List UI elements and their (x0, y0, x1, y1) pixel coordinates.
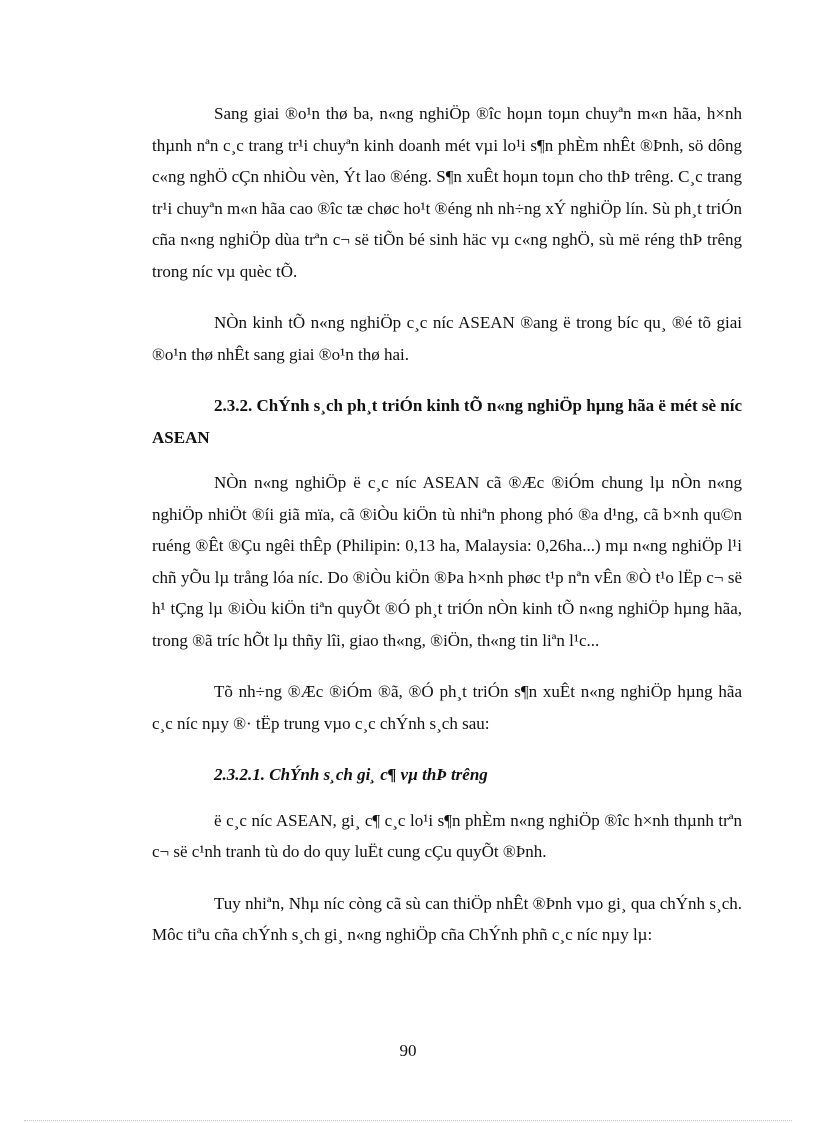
subsection-heading-2-3-2-1: 2.3.2.1. ChÝnh s¸ch gi¸ c¶ vµ thÞ trêng (214, 765, 488, 784)
paragraph-asean-transition: NÒn kinh tÕ n«ng nghiÖp c¸c níc ASEAN ®ang ë trong bíc qu¸ ®é tõ giai ®o¹n thø nhÊt sang giai ®o¹n thø hai. (152, 313, 742, 364)
page-bottom-divider (24, 1120, 792, 1121)
paragraph-state-intervention: Tuy nhiªn, Nhµ níc còng cã sù can thiÖp nhÊt ®Þnh vµo gi¸ qua chÝnh s¸ch. Môc tiªu cña chÝnh s¸ch gi¸ n«ng nghiÖp cña ChÝnh phñ c¸c níc nµy lµ: (152, 893, 742, 944)
page-content (152, 98, 742, 971)
paragraph-price-formation: ë c¸c níc ASEAN, gi¸ c¶ c¸c lo¹i s¶n phÈm n«ng nghiÖp ®îc h×nh thµnh trªn c¬ së c¹nh tranh tù do do quy luËt cung cÇu quyÕt ®Þnh. (152, 810, 742, 861)
paragraph-asean-characteristics: NÒn n«ng nghiÖp ë c¸c níc ASEAN cã ®Æc ®iÓm chung lµ nÒn n«ng nghiÖp nhiÖt ®íi giã mïa, cã ®iÒu kiÖn tù nhiªn phong phó ®a d¹ng, cã b×nh qu©n ruéng ®Êt ®Çu ngêi thÊp (Philipin: 0,13 ha, Malaysia: 0,26ha...) mµ n«ng nghiÖp l¹i chñ yÕu lµ trång lóa níc. Do ®iÒu kiÖn ®Þa h×nh phøc t¹p nªn vÊn ®Ò t¹o lËp c¬ së h¹ tÇng lµ ®iÒu kiÖn tiªn quyÕt ®Ó ph¸t triÓn nÒn kinh tÕ n«ng nghiÖp hµng hãa, trong ®ã tríc hÕt lµ thñy lîi, giao th«ng, ®iÖn, th«ng tin liªn l¹c... (152, 473, 742, 650)
paragraph-stage-three: Sang giai ®o¹n thø ba, n«ng nghiÖp ®îc hoµn toµn chuyªn m«n hãa, h×nh thµnh nªn c¸c trang tr¹i chuyªn kinh doanh mét vµi lo¹i s¶n phÈm nhÊt ®Þnh, sö dông c«ng nghÖ cÇn nhiÒu vèn, Ýt lao ®éng. S¶n xuÊt hoµn toµn cho thÞ trêng. C¸c trang tr¹i chuyªn m«n hãa cao ®îc tæ chøc ho¹t ®éng nh nh÷ng xÝ nghiÖp lín. Sù ph¸t triÓn cña n«ng nghiÖp dùa trªn c¬ së tiÕn bé sinh häc vµ c«ng nghÖ, sù më réng thÞ trêng trong níc vµ quèc tÕ. (152, 104, 742, 281)
page-number: 90 (399, 1041, 417, 1060)
paragraph-policy-intro: Tõ nh÷ng ®Æc ®iÓm ®ã, ®Ó ph¸t triÓn s¶n xuÊt n«ng nghiÖp hµng hãa c¸c níc nµy ®· tËp trung vµo c¸c chÝnh s¸ch sau: (152, 682, 742, 733)
section-heading-2-3-2: 2.3.2. ChÝnh s¸ch ph¸t triÓn kinh tÕ n«ng nghiÖp hµng hãa ë mét sè níc ASEAN (152, 396, 742, 447)
